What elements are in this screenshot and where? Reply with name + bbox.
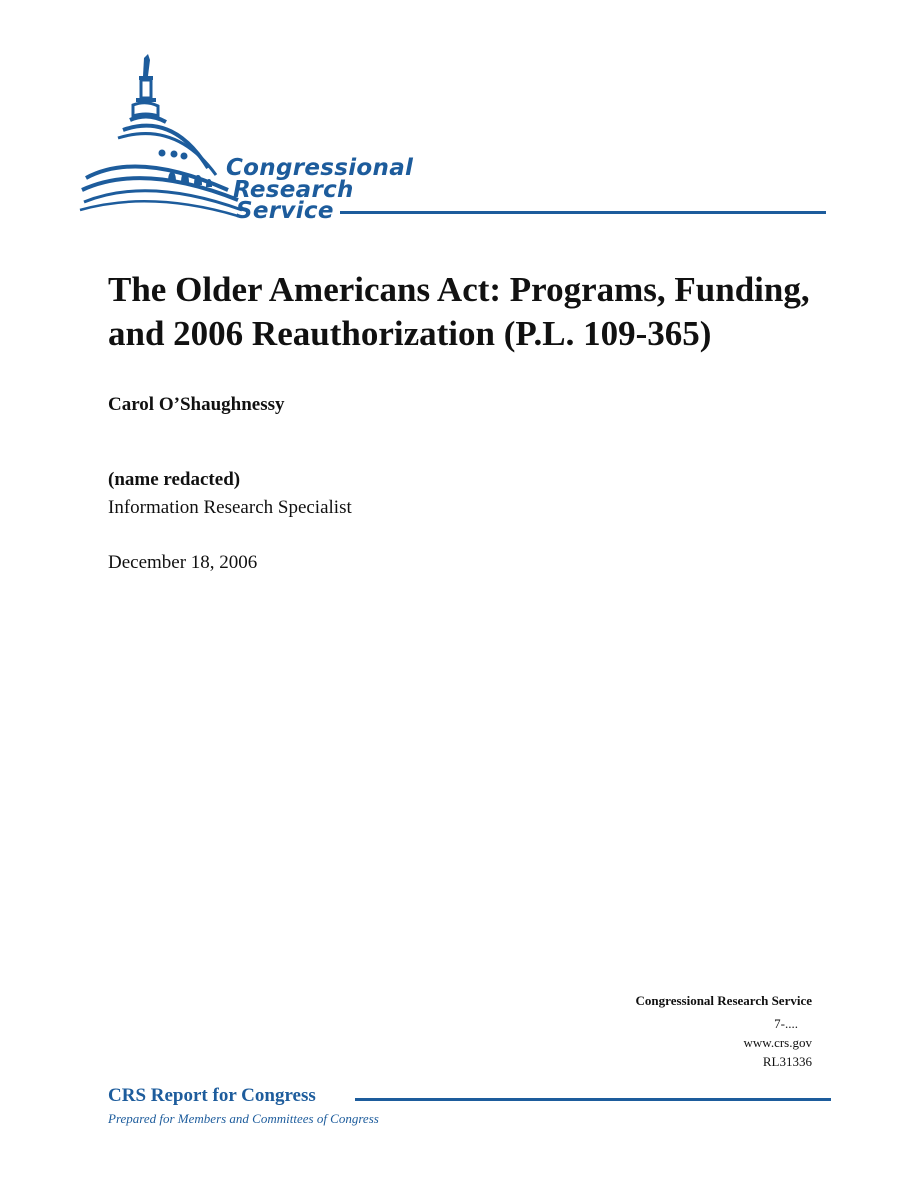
footer-subtitle: Prepared for Members and Committees of Congress — [108, 1111, 379, 1126]
author-name: Carol O’Shaughnessy — [108, 394, 285, 415]
author-position: Information Research Specialist — [108, 497, 352, 518]
crs-organization: Congressional Research Service — [635, 993, 812, 1008]
logo-text-congressional: Congressional — [226, 155, 414, 181]
redacted-name: (name redacted) — [108, 469, 241, 490]
report-title: The Older Americans Act: Programs, Funding, and 2006 Reauthorization (P.L. 109-365) — [108, 270, 810, 353]
crs-phone: 7-.... — [774, 1016, 798, 1031]
footer-rule — [355, 1098, 831, 1101]
report-number: RL31336 — [762, 1054, 812, 1069]
crs-website[interactable]: www.crs.gov — [743, 1035, 812, 1050]
crs-logo — [78, 50, 838, 230]
footer-title: CRS Report for Congress — [108, 1085, 316, 1106]
logo-text-research: Research — [233, 177, 354, 203]
logo-text-service: Service — [236, 198, 334, 224]
report-date: December 18, 2006 — [108, 552, 258, 573]
crs-info-block — [636, 991, 812, 1071]
logo-rule — [340, 211, 826, 214]
capitol-dome-icon — [78, 50, 248, 230]
